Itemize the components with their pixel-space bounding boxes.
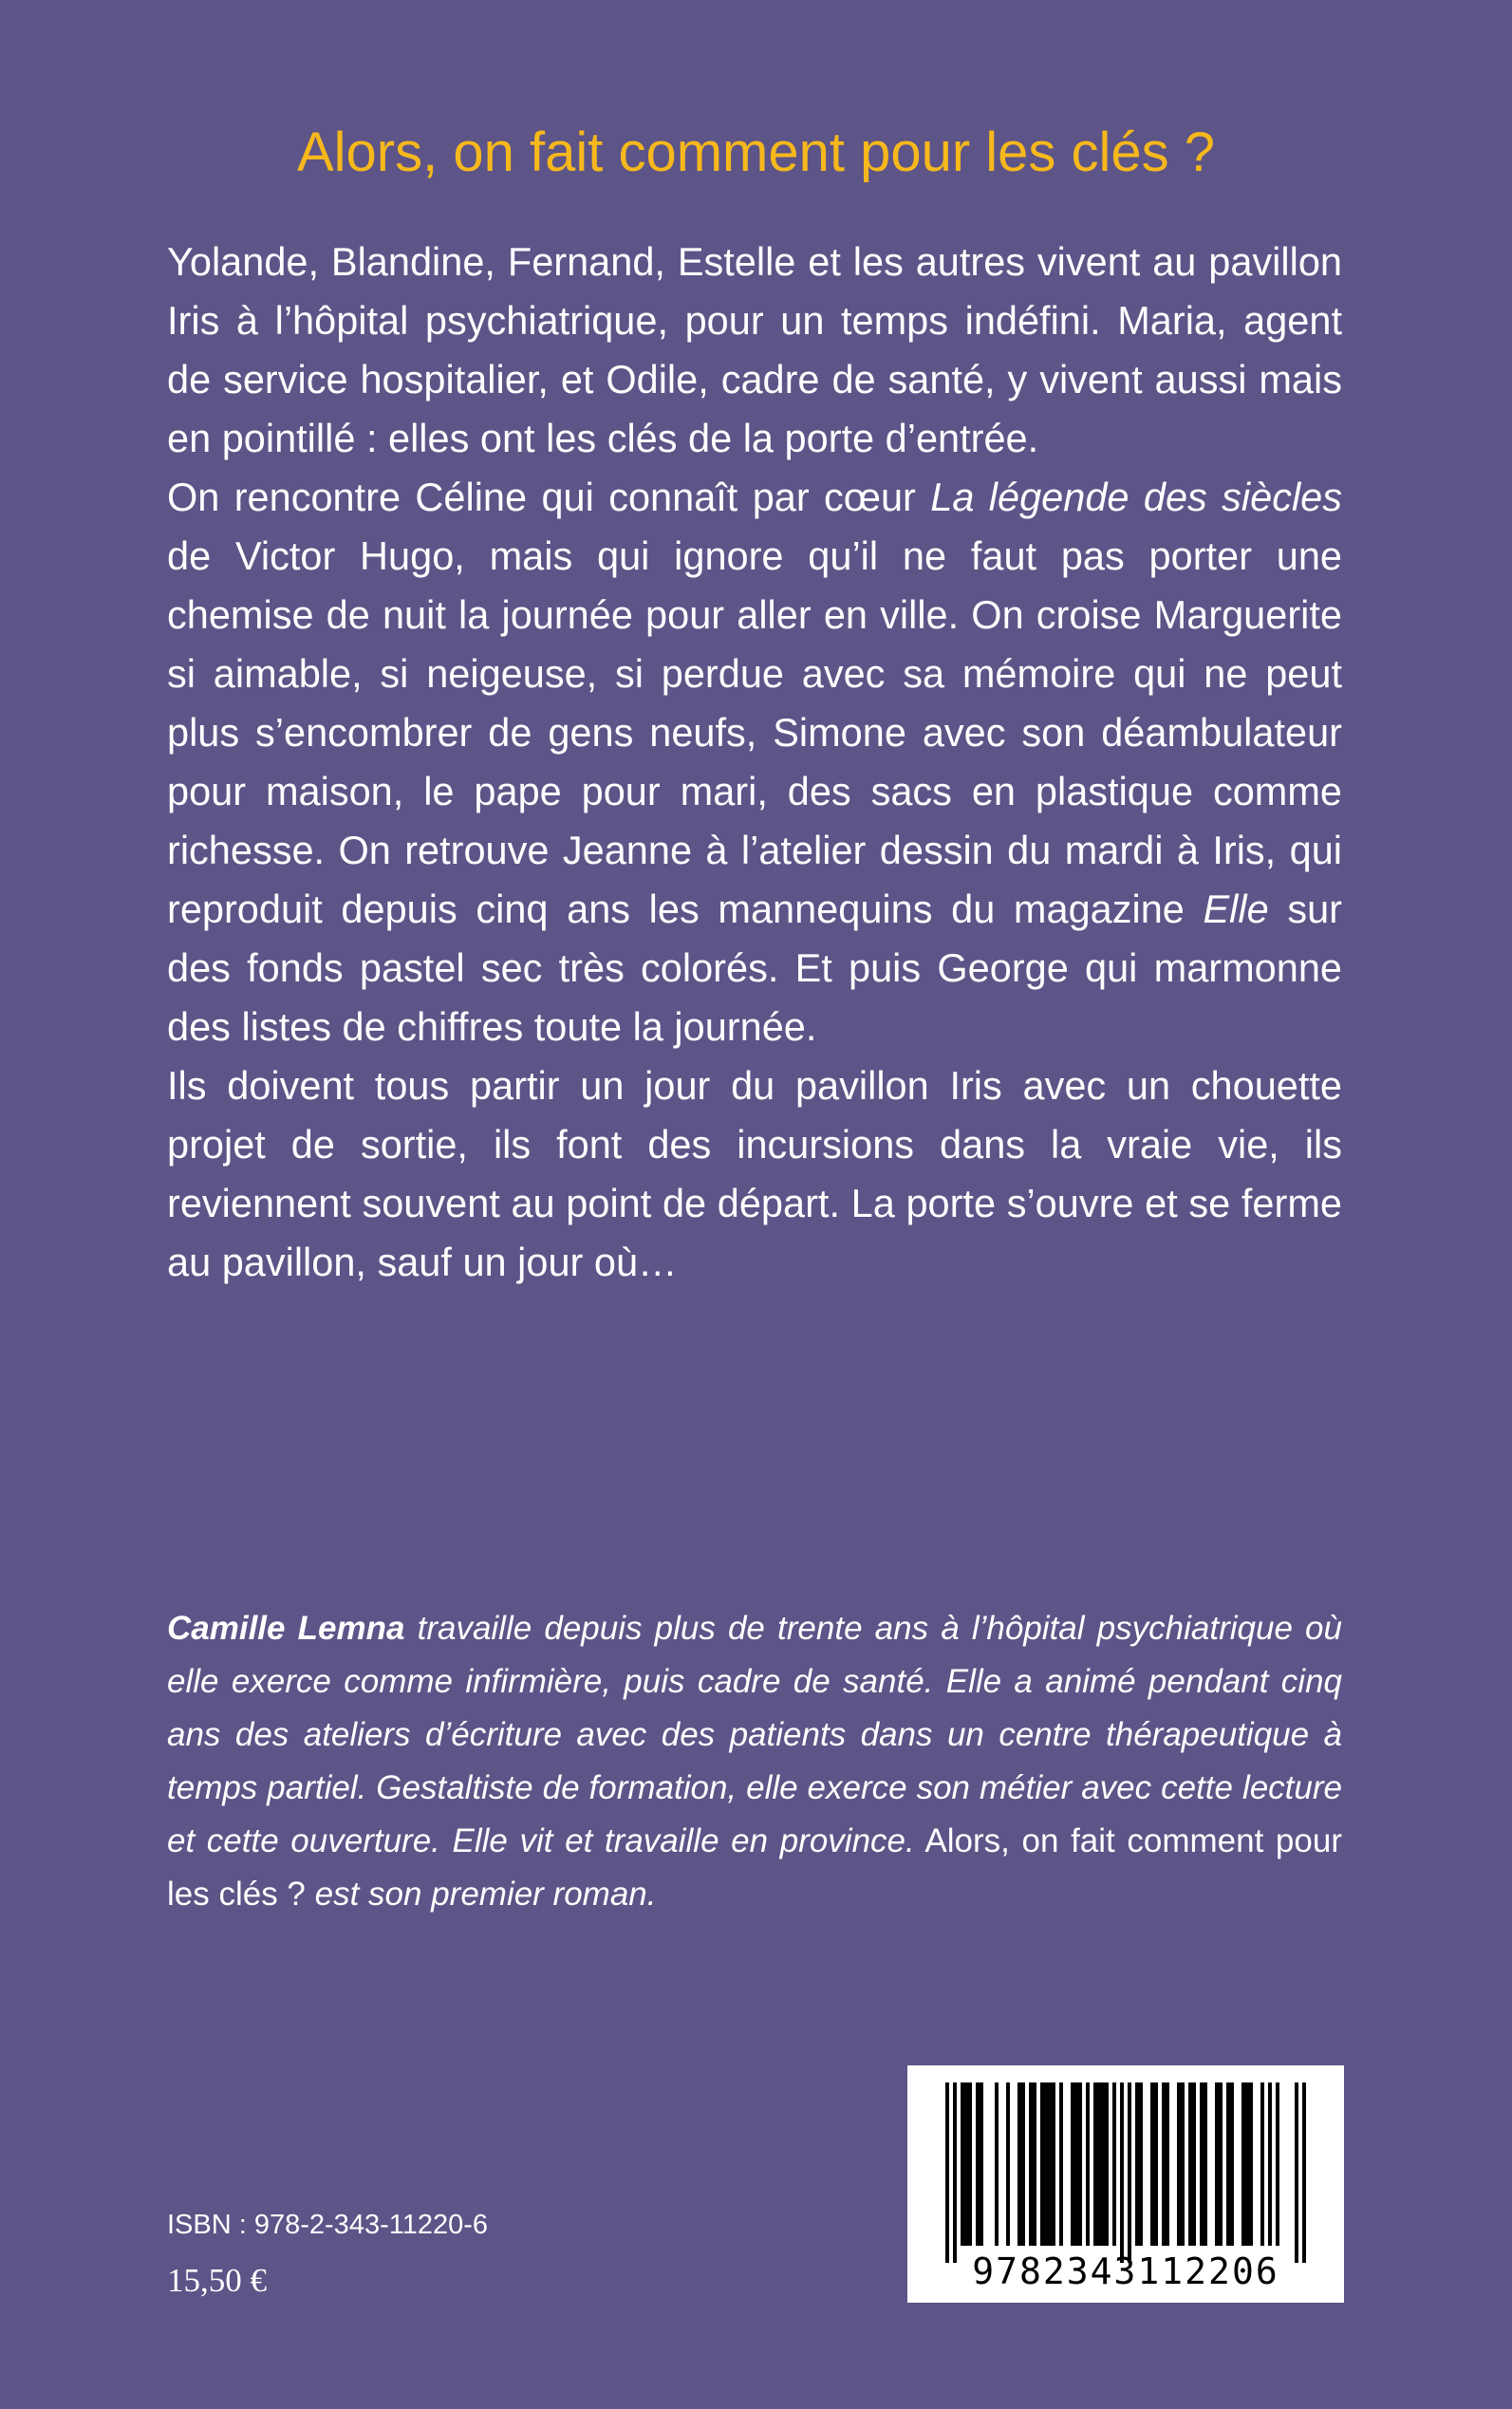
text-run: Yolande, Blandine, Fernand, Estelle et les autres vivent au pavillon Iris à l’hôpital psychiatrique, pour un temps indéfini. Maria, agent de service hospitalier, et Odile, cadre de santé, y vivent aussi mais en pointillé : elles ont les clés de la porte d’entrée.: [167, 239, 1342, 460]
text-run: La légende des siècles: [930, 475, 1343, 519]
book-blurb: [167, 233, 1342, 1292]
barcode-bar: [1260, 2082, 1264, 2246]
barcode-bar: [1040, 2082, 1055, 2246]
barcode-bar: [1071, 2082, 1082, 2246]
author-bio: [167, 1602, 1342, 1921]
barcode-bar: [1200, 2082, 1207, 2246]
barcode-digits: 9782343112206: [972, 2250, 1279, 2292]
barcode-bar: [1276, 2082, 1279, 2246]
barcode-bar: [961, 2082, 972, 2246]
text-run: est son premier roman.: [305, 1876, 657, 1913]
text-run: Ils doivent tous partir un jour du pavillon Iris avec un chouette projet de sortie, ils font des incursions dans la vraie vie, ils reviennent souvent au point de départ. La porte s’ouvre et se ferme au pavillon, sauf un jour où…: [167, 1063, 1342, 1284]
barcode-bar: [953, 2082, 957, 2263]
barcode-bar: [1029, 2082, 1036, 2246]
barcode-bar: [1215, 2082, 1223, 2246]
barcode-bar: [1086, 2082, 1090, 2246]
book-title: Alors, on fait comment pour les clés ?: [296, 121, 1216, 183]
barcode-bar: [1241, 2082, 1253, 2246]
text-run: de Victor Hugo, mais qui ignore qu’il ne faut pas porter une chemise de nuit la journée pour aller en ville. On croise Marguerite si aimable, si neigeuse, si perdue avec sa mémoire qui ne peut plus s’encombrer de gens neufs, Simone avec son déambulateur pour maison, le pape pour mari, des sacs en plastique comme richesse. On retrouve Jeanne à l’atelier dessin du mardi à Iris, qui reproduit depuis cinq ans les mannequins du magazine: [167, 533, 1342, 931]
barcode-bar: [1120, 2082, 1124, 2263]
text-run: sur des fonds pastel sec très colorés. Et puis George qui marmonne des listes de chiffres toute la journée.: [167, 887, 1342, 1049]
price-label: 15,50 €: [167, 2262, 267, 2299]
barcode-bar: [1093, 2082, 1109, 2246]
barcode-bar: [1162, 2082, 1169, 2246]
text-run: Alors, on fait comment pour les clés ?: [167, 1822, 1342, 1913]
barcode-bar: [1006, 2082, 1010, 2246]
barcode-bar: [945, 2082, 949, 2263]
barcode-bar: [1188, 2082, 1196, 2246]
blurb-paragraph: [167, 233, 1342, 468]
text-run: Elle: [1203, 887, 1269, 931]
barcode-bar: [1302, 2082, 1306, 2263]
barcode-bar: [1295, 2082, 1298, 2263]
blurb-paragraph: [167, 1056, 1342, 1292]
barcode-bar: [1059, 2082, 1063, 2246]
barcode-bar: [1135, 2082, 1143, 2246]
barcode-bar: [1226, 2082, 1234, 2246]
barcode-bar: [1150, 2082, 1158, 2246]
barcode-bar: [1017, 2082, 1025, 2246]
barcode-bar: [1268, 2082, 1272, 2246]
barcode: [907, 2065, 1344, 2303]
barcode-bar: [1112, 2082, 1116, 2246]
text-run: On rencontre Céline qui connaît par cœur: [167, 475, 931, 519]
barcode-bar: [995, 2082, 999, 2246]
text-run: travaille depuis plus de trente ans à l’hôpital psychiatrique où elle exerce comme infirmière, puis cadre de santé. Elle a animé pendant cinq ans des ateliers d’écriture avec des patients dans un centre thérapeutique à temps partiel. Gestaltiste de formation, elle exerce son métier avec cette lecture et cette ouverture. Elle vit et travaille en province.: [167, 1610, 1342, 1859]
text-run: Camille Lemna: [167, 1610, 405, 1647]
barcode-bar: [976, 2082, 983, 2246]
barcode-bar: [1128, 2082, 1131, 2263]
barcode-bar: [1177, 2082, 1185, 2246]
author-bio-paragraph: [167, 1602, 1342, 1921]
blurb-paragraph: [167, 468, 1342, 1056]
isbn-label: ISBN : 978-2-343-11220-6: [167, 2210, 489, 2240]
